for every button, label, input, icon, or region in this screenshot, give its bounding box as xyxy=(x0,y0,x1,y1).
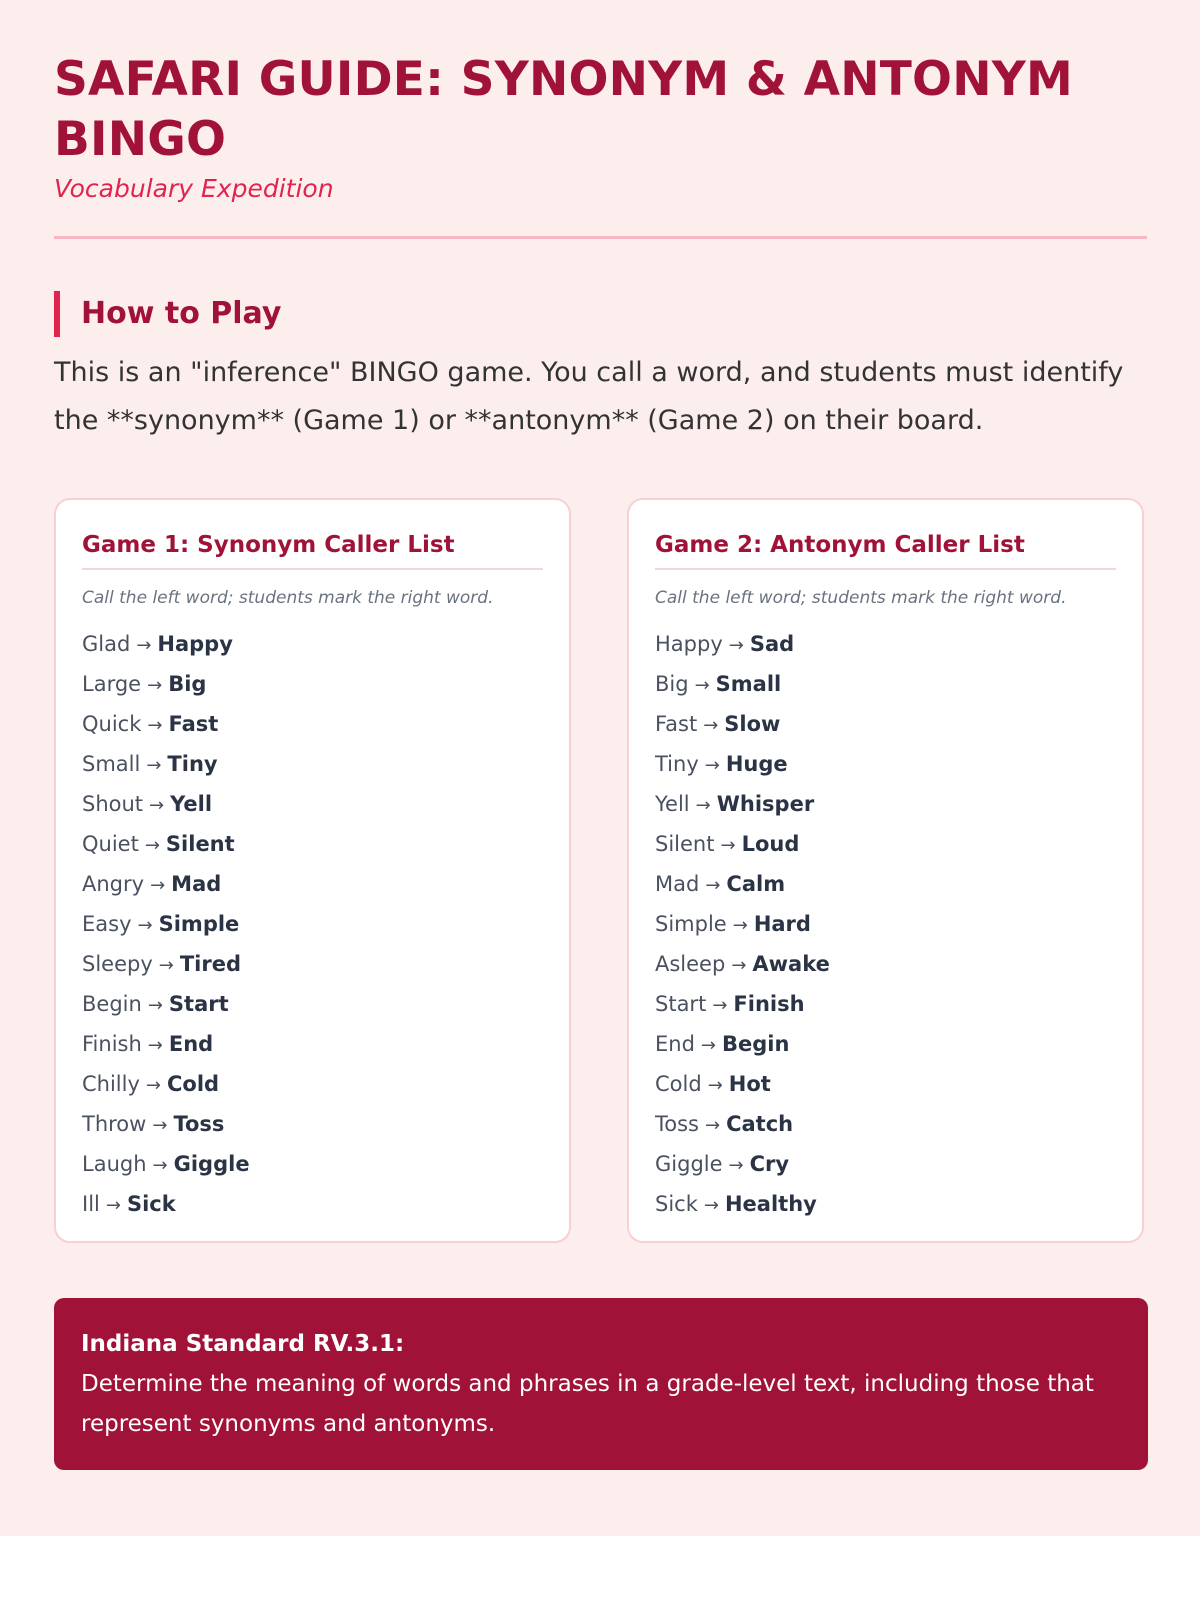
how-to-play-heading: How to Play xyxy=(54,291,1146,337)
game2-word-list xyxy=(655,624,1116,1224)
arrow-right-icon: → xyxy=(150,875,166,896)
word-pair xyxy=(82,624,543,664)
answer-word: Tired xyxy=(179,952,242,976)
arrow-right-icon: → xyxy=(707,1075,723,1096)
arrow-right-icon: → xyxy=(136,635,152,656)
word-pair xyxy=(655,1024,1116,1064)
answer-word: Loud xyxy=(741,832,800,856)
word-pair xyxy=(655,904,1116,944)
word-pair xyxy=(82,904,543,944)
answer-word: Hard xyxy=(753,912,811,936)
word-pair xyxy=(82,704,543,744)
call-word: Glad xyxy=(82,632,131,656)
answer-word: Sick xyxy=(126,1192,176,1216)
word-pair xyxy=(655,1104,1116,1144)
word-pair xyxy=(82,944,543,984)
arrow-right-icon: → xyxy=(152,1155,168,1176)
arrow-right-icon: → xyxy=(137,915,153,936)
word-pair xyxy=(655,984,1116,1024)
header-divider xyxy=(54,236,1147,239)
arrow-right-icon: → xyxy=(731,955,747,976)
call-word: Large xyxy=(82,672,142,696)
game1-note: Call the left word; students mark the right word. xyxy=(82,588,494,608)
arrow-right-icon: → xyxy=(703,1195,719,1216)
answer-word: Simple xyxy=(158,912,240,936)
word-pair xyxy=(655,704,1116,744)
call-word: Sleepy xyxy=(82,952,153,976)
answer-word: Toss xyxy=(173,1112,225,1136)
answer-word: Happy xyxy=(157,632,233,656)
word-pair xyxy=(82,1144,543,1184)
standard-box xyxy=(54,1298,1148,1470)
word-pair xyxy=(82,1104,543,1144)
arrow-right-icon: → xyxy=(704,755,720,776)
answer-word: Start xyxy=(168,992,229,1016)
answer-word: Fast xyxy=(168,712,219,736)
game1-word-list xyxy=(82,624,543,1224)
word-pair xyxy=(655,664,1116,704)
call-word: Yell xyxy=(655,792,690,816)
arrow-right-icon: → xyxy=(694,675,710,696)
call-word: Small xyxy=(82,752,141,776)
arrow-right-icon: → xyxy=(705,875,721,896)
arrow-right-icon: → xyxy=(105,1195,121,1216)
answer-word: Whisper xyxy=(716,792,815,816)
call-word: Easy xyxy=(82,912,132,936)
answer-word: Tiny xyxy=(167,752,218,776)
call-word: Chilly xyxy=(82,1072,140,1096)
call-word: Sick xyxy=(655,1192,698,1216)
arrow-right-icon: → xyxy=(145,1075,161,1096)
word-pair xyxy=(655,624,1116,664)
call-word: Laugh xyxy=(82,1152,147,1176)
answer-word: Sad xyxy=(749,632,795,656)
word-pair xyxy=(655,784,1116,824)
word-pair xyxy=(82,1184,543,1224)
arrow-right-icon: → xyxy=(152,1115,168,1136)
word-pair xyxy=(655,944,1116,984)
word-pair xyxy=(82,864,543,904)
call-word: Mad xyxy=(655,872,700,896)
call-word: Cold xyxy=(655,1072,702,1096)
answer-word: End xyxy=(168,1032,214,1056)
game2-title: Game 2: Antonym Caller List xyxy=(655,528,1116,570)
arrow-right-icon: → xyxy=(728,1155,744,1176)
answer-word: Awake xyxy=(752,952,830,976)
game2-card xyxy=(627,498,1144,1243)
answer-word: Small xyxy=(715,672,782,696)
arrow-right-icon: → xyxy=(147,995,163,1016)
call-word: Tiny xyxy=(655,752,699,776)
word-pair xyxy=(82,784,543,824)
arrow-right-icon: → xyxy=(720,835,736,856)
word-pair xyxy=(82,984,543,1024)
arrow-right-icon: → xyxy=(146,755,162,776)
word-pair xyxy=(655,1064,1116,1104)
answer-word: Cry xyxy=(749,1152,790,1176)
arrow-right-icon: → xyxy=(705,1115,721,1136)
page-subtitle: Vocabulary Expedition xyxy=(54,174,334,203)
call-word: Finish xyxy=(82,1032,142,1056)
standard-text: Determine the meaning of words and phrases in a grade-level text, including those that represent synonyms and antonyms. xyxy=(81,1371,1094,1437)
answer-word: Mad xyxy=(171,872,222,896)
answer-word: Yell xyxy=(170,792,213,816)
word-pair xyxy=(655,824,1116,864)
answer-word: Cold xyxy=(167,1072,220,1096)
answer-word: Huge xyxy=(725,752,788,776)
arrow-right-icon: → xyxy=(732,915,748,936)
answer-word: Finish xyxy=(733,992,805,1016)
arrow-right-icon: → xyxy=(158,955,174,976)
call-word: Big xyxy=(655,672,689,696)
call-word: Quiet xyxy=(82,832,139,856)
page-title: SAFARI GUIDE: SYNONYM & ANTONYM BINGO xyxy=(54,52,1073,167)
word-pair xyxy=(655,744,1116,784)
arrow-right-icon: → xyxy=(144,835,160,856)
arrow-right-icon: → xyxy=(147,1035,163,1056)
call-word: Start xyxy=(655,992,707,1016)
call-word: Fast xyxy=(655,712,698,736)
call-word: Throw xyxy=(82,1112,147,1136)
arrow-right-icon: → xyxy=(712,995,728,1016)
word-pair xyxy=(655,1184,1116,1224)
call-word: Toss xyxy=(655,1112,699,1136)
answer-word: Catch xyxy=(726,1112,794,1136)
call-word: Giggle xyxy=(655,1152,723,1176)
caller-lists xyxy=(54,498,1148,1243)
word-pair xyxy=(655,864,1116,904)
call-word: Shout xyxy=(82,792,144,816)
game2-note: Call the left word; students mark the right word. xyxy=(655,588,1067,608)
call-word: Ill xyxy=(82,1192,100,1216)
answer-word: Healthy xyxy=(724,1192,817,1216)
call-word: Angry xyxy=(82,872,145,896)
arrow-right-icon: → xyxy=(728,635,744,656)
how-to-play-text: This is an "inference" BINGO game. You call a word, and students must identify the **synonym** (Game 1) or **antonym** (Game 2) on their board. xyxy=(54,357,1124,436)
word-pair xyxy=(82,664,543,704)
answer-word: Silent xyxy=(165,832,235,856)
call-word: Quick xyxy=(82,712,142,736)
arrow-right-icon: → xyxy=(700,1035,717,1056)
call-word: Simple xyxy=(655,912,727,936)
arrow-right-icon: → xyxy=(147,715,163,736)
call-word: Begin xyxy=(82,992,142,1016)
answer-word: Calm xyxy=(726,872,786,896)
call-word: Silent xyxy=(655,832,715,856)
call-word: Happy xyxy=(655,632,723,656)
answer-word: Giggle xyxy=(173,1152,250,1176)
arrow-right-icon: → xyxy=(703,715,719,736)
call-word: Asleep xyxy=(655,952,726,976)
word-pair xyxy=(82,824,543,864)
arrow-right-icon: → xyxy=(695,795,711,816)
arrow-right-icon: → xyxy=(147,675,163,696)
word-pair xyxy=(655,1144,1116,1184)
standard-title: Indiana Standard RV.3.1: xyxy=(81,1331,405,1357)
word-pair xyxy=(82,1064,543,1104)
call-word: End xyxy=(655,1032,695,1056)
word-pair xyxy=(82,1024,543,1064)
answer-word: Slow xyxy=(724,712,781,736)
arrow-right-icon: → xyxy=(149,795,165,816)
answer-word: Big xyxy=(168,672,207,696)
game1-card xyxy=(54,498,571,1243)
answer-word: Begin xyxy=(722,1032,790,1056)
answer-word: Hot xyxy=(728,1072,771,1096)
game1-title: Game 1: Synonym Caller List xyxy=(82,528,543,570)
word-pair xyxy=(82,744,543,784)
